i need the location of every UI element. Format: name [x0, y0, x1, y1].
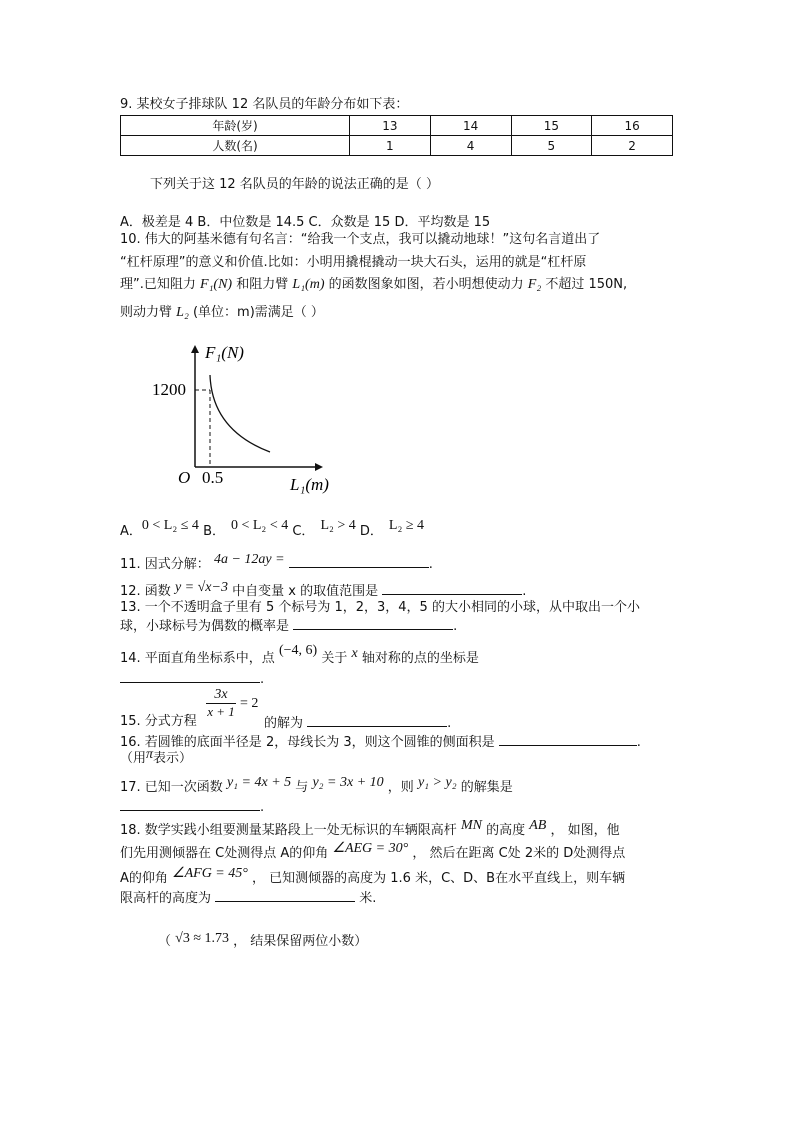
option-b-label: B．	[203, 524, 225, 539]
hyperbola-curve	[210, 375, 270, 452]
table-cell: 14	[430, 116, 511, 136]
math-pi: π	[146, 747, 154, 762]
q18-text: 们先用测倾器在 C处测得点 A的仰角	[120, 846, 329, 861]
math-f1n: F₁(N)	[200, 277, 233, 292]
math-aeg: ∠AEG = 30°	[332, 841, 409, 856]
q14-axis: x	[351, 646, 358, 661]
q18-text: ， 结果保留两位小数）	[233, 934, 368, 949]
table-header-count: 人数(名)	[121, 136, 350, 156]
table-row	[121, 116, 673, 136]
table-cell: 2	[592, 136, 673, 156]
q10-text: 不超过 150N,	[545, 277, 628, 292]
q15-text: 的解为	[264, 716, 304, 731]
q10-line4	[120, 305, 324, 321]
q18-line4	[120, 889, 376, 907]
q14-blank-line	[120, 670, 264, 688]
q12	[120, 582, 526, 600]
q12-text: 中自变量 x 的取值范围是	[232, 584, 379, 599]
table-cell: 16	[592, 116, 673, 136]
option-c: L₂ > 4	[320, 518, 356, 533]
q13-text: 球，小球标号为偶数的概率是	[120, 619, 290, 634]
q17-y1: y₁ = 4x + 5	[226, 775, 292, 790]
q14-text: 14. 平面直角坐标系中，点	[120, 651, 275, 666]
q10-line2: “杠杆原理”的意义和价值.比如：小明用撬棍撬动一块大石头，运用的就是“杠杆原	[120, 255, 587, 270]
q16-text: 16. 若圆锥的底面半径是 2，母线长为 3，则这个圆锥的侧面积是	[120, 735, 495, 750]
q12-text: 12. 函数	[120, 584, 171, 599]
option-d-label: D．	[359, 524, 383, 539]
x-tick-label: 0.5	[202, 468, 224, 487]
q18-text: ， 然后在距离 C处 2米的 D处测得点	[412, 846, 626, 861]
q15-end: .	[447, 716, 452, 731]
q17-blank-line	[120, 798, 264, 816]
q14-point: (−4, 6)	[278, 643, 318, 658]
q11-expr: 4a − 12ay =	[213, 552, 285, 567]
q13-line1: 13. 一个不透明盒子里有 5 个标号为 1，2，3，4，5 的大小相同的小球，从中取出一个小	[120, 600, 640, 615]
option-c-label: C．	[292, 524, 315, 539]
q13-line2	[120, 617, 457, 635]
q15-numerator: 3x	[206, 687, 236, 704]
q16-line2	[120, 747, 193, 767]
q12-end: .	[522, 584, 527, 599]
q14-text: 轴对称的点的坐标是	[361, 651, 479, 666]
q12-expr: y = √x−3	[174, 580, 228, 595]
math-afg: ∠AFG = 45°	[172, 866, 248, 881]
y-axis-arrow-icon	[191, 345, 199, 353]
table-row	[121, 136, 673, 156]
q18-text: 限高杆的高度为	[120, 891, 212, 906]
q18-line1	[120, 818, 620, 839]
q10-text: 理”.已知阻力	[120, 277, 196, 292]
q10-text: (单位：m)需满足（ ）	[192, 305, 324, 320]
y-tick-label: 1200	[152, 380, 186, 399]
math-f2: F₂	[527, 277, 542, 292]
option-a: 0 < L₂ ≤ 4	[141, 518, 199, 533]
math-mn: MN	[460, 818, 482, 833]
q10-options	[120, 518, 425, 540]
q17-text: 17. 已知一次函数	[120, 780, 223, 795]
answer-blank	[289, 555, 429, 568]
answer-blank	[307, 714, 447, 727]
q11-end: .	[428, 557, 433, 572]
q18-note	[158, 931, 368, 950]
q17-end: .	[260, 800, 265, 815]
q11	[120, 552, 433, 573]
option-a-label: A．	[120, 524, 142, 539]
answer-blank	[293, 617, 453, 630]
table-cell: 5	[511, 136, 592, 156]
answer-blank	[120, 670, 260, 683]
q16-line1	[120, 733, 641, 751]
q10-line1: 10. 伟大的阿基米德有句名言：“给我一个支点，我可以撬动地球！”这句名言道出了	[120, 232, 601, 247]
q13-end: .	[453, 619, 458, 634]
q18-text: 米.	[359, 891, 377, 906]
x-axis-arrow-icon	[315, 463, 323, 471]
q9-question: 下列关于这 12 名队员的年龄的说法正确的是（ ）	[150, 177, 439, 192]
q17-text: ，则	[387, 780, 414, 795]
q14	[120, 643, 479, 667]
q9-options: A．极差是 4 B．中位数是 14.5 C．众数是 15 D．平均数是 15	[120, 215, 491, 230]
table-cell: 13	[350, 116, 431, 136]
option-d: L₂ ≥ 4	[388, 518, 425, 533]
origin-label: O	[178, 468, 191, 487]
q18-text: ， 如图，他	[550, 823, 620, 838]
q14-text: 关于	[321, 651, 348, 666]
q18-text: 18. 数学实践小组要测量某路段上一处无标识的车辆限高杆	[120, 823, 457, 838]
q10-line3	[120, 277, 627, 293]
table-header-age: 年龄(岁)	[121, 116, 350, 136]
math-l1m: L₁(m)	[292, 277, 325, 292]
table-cell: 1	[350, 136, 431, 156]
math-sqrt3: √3 ≈ 1.73	[175, 931, 230, 946]
q18-line2	[120, 841, 626, 862]
q10-text: 则动力臂	[120, 305, 173, 320]
q10-text: 的函数图象如图，若小明想使动力	[328, 277, 524, 292]
q18-text: A的仰角	[120, 871, 168, 886]
q16-text: 表示）	[153, 751, 193, 766]
table-cell: 15	[511, 116, 592, 136]
q17-text: 的解集是	[460, 780, 513, 795]
math-l2: L₂	[176, 305, 189, 320]
answer-blank	[499, 733, 637, 746]
q17-cond: y₁ > y₂	[417, 775, 457, 790]
q18-text: 的高度	[486, 823, 526, 838]
q16-text: （用	[120, 751, 147, 766]
q10-text: 和阻力臂	[236, 277, 289, 292]
answer-blank	[382, 582, 522, 595]
q18-text: ， 已知测倾器的高度为 1.6 米，C、D、B在水平直线上，则车辆	[252, 871, 626, 886]
q15-fraction	[206, 687, 236, 720]
q15-tail	[264, 714, 451, 732]
q17-text: 与	[295, 780, 309, 795]
q11-text: 11. 因式分解：	[120, 557, 210, 572]
answer-blank	[215, 889, 355, 902]
q17-y2: y₂ = 3x + 10	[312, 775, 384, 790]
math-ab: AB	[529, 818, 547, 833]
q9-stem: 9. 某校女子排球队 12 名队员的年龄分布如下表：	[120, 97, 409, 112]
answer-blank	[120, 798, 260, 811]
q15-text: 15. 分式方程	[120, 714, 197, 729]
q15-eq: = 2	[240, 696, 259, 711]
x-axis-label: L₁(m)	[290, 475, 329, 494]
q18-text: （	[158, 934, 172, 949]
table-cell: 4	[430, 136, 511, 156]
q17	[120, 775, 513, 796]
age-table	[120, 115, 673, 156]
inverse-function-graph	[150, 335, 350, 500]
q14-end: .	[260, 672, 265, 687]
q15-denominator: x + 1	[207, 704, 235, 719]
q18-line3	[120, 866, 626, 887]
q16-end: .	[636, 735, 641, 750]
option-b: 0 < L₂ < 4	[230, 518, 289, 533]
y-axis-label: F₁(N)	[205, 343, 244, 362]
